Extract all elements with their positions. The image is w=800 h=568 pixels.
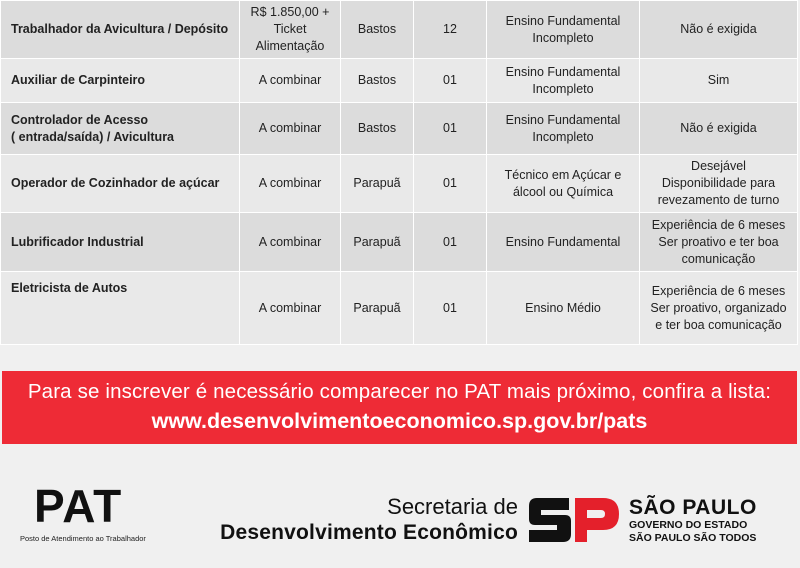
job-requirements: Desejável Disponibilidade para revezamento de turno: [640, 155, 798, 213]
job-salary: A combinar: [240, 272, 341, 345]
job-city: Bastos: [341, 1, 414, 59]
table-row: [1, 103, 798, 155]
gov-state-name: SÃO PAULO: [629, 496, 757, 519]
pat-title: PAT: [34, 480, 123, 532]
job-city: Parapuã: [341, 272, 414, 345]
table-row: [1, 272, 798, 345]
job-requirements: Experiência de 6 meses Ser proativo, organizado e ter boa comunicação: [640, 272, 798, 345]
registration-banner: [2, 371, 797, 444]
job-role: Trabalhador da Avicultura / Depósito: [1, 1, 240, 59]
job-salary: A combinar: [240, 213, 341, 272]
job-salary: A combinar: [240, 155, 341, 213]
job-education: Ensino Fundamental Incompleto: [487, 103, 640, 155]
table-row: [1, 213, 798, 272]
secretaria-line2: Desenvolvimento Econômico: [220, 521, 518, 544]
job-openings: 01: [414, 155, 487, 213]
job-openings: 12: [414, 1, 487, 59]
pat-subtitle: Posto de Atendimento ao Trabalhador: [20, 534, 146, 543]
job-education: Ensino Fundamental Incompleto: [487, 1, 640, 59]
job-openings: 01: [414, 59, 487, 103]
gov-subtitle: GOVERNO DO ESTADO: [629, 519, 748, 531]
job-city: Parapuã: [341, 155, 414, 213]
job-requirements: Não é exigida: [640, 1, 798, 59]
table-row: [1, 1, 798, 59]
table-row: [1, 59, 798, 103]
job-education: Técnico em Açúcar e álcool ou Química: [487, 155, 640, 213]
job-role: Eletricista de Autos: [1, 272, 240, 345]
job-role: Auxiliar de Carpinteiro: [1, 59, 240, 103]
job-requirements: Não é exigida: [640, 103, 798, 155]
job-role: Controlador de Acesso ( entrada/saída) / Avicultura: [1, 103, 240, 155]
job-role: Lubrificador Industrial: [1, 213, 240, 272]
job-city: Bastos: [341, 103, 414, 155]
gov-slogan: SÃO PAULO SÃO TODOS: [629, 532, 757, 544]
job-salary: A combinar: [240, 59, 341, 103]
table-row: [1, 155, 798, 213]
registration-instructions: Para se inscrever é necessário comparecer no PAT mais próximo, confira a lista:: [27, 380, 772, 403]
job-education: Ensino Médio: [487, 272, 640, 345]
job-salary: R$ 1.850,00 + Ticket Alimentação: [240, 1, 341, 59]
secretaria-logo: [220, 494, 518, 546]
sp-logo-icon: [525, 496, 621, 544]
secretaria-line1: Secretaria de: [387, 494, 518, 519]
job-city: Bastos: [341, 59, 414, 103]
job-requirements: Sim: [640, 59, 798, 103]
job-openings: 01: [414, 272, 487, 345]
job-openings: 01: [414, 103, 487, 155]
job-requirements: Experiência de 6 meses Ser proativo e ter boa comunicação: [640, 213, 798, 272]
job-education: Ensino Fundamental Incompleto: [487, 59, 640, 103]
sao-paulo-government-logo: [629, 497, 757, 545]
job-openings: 01: [414, 213, 487, 272]
job-salary: A combinar: [240, 103, 341, 155]
pats-link[interactable]: www.desenvolvimentoeconomico.sp.gov.br/pats: [151, 409, 648, 433]
job-city: Parapuã: [341, 213, 414, 272]
pat-logo: [20, 480, 170, 553]
job-education: Ensino Fundamental: [487, 213, 640, 272]
job-role: Operador de Cozinhador de açúcar: [1, 155, 240, 213]
